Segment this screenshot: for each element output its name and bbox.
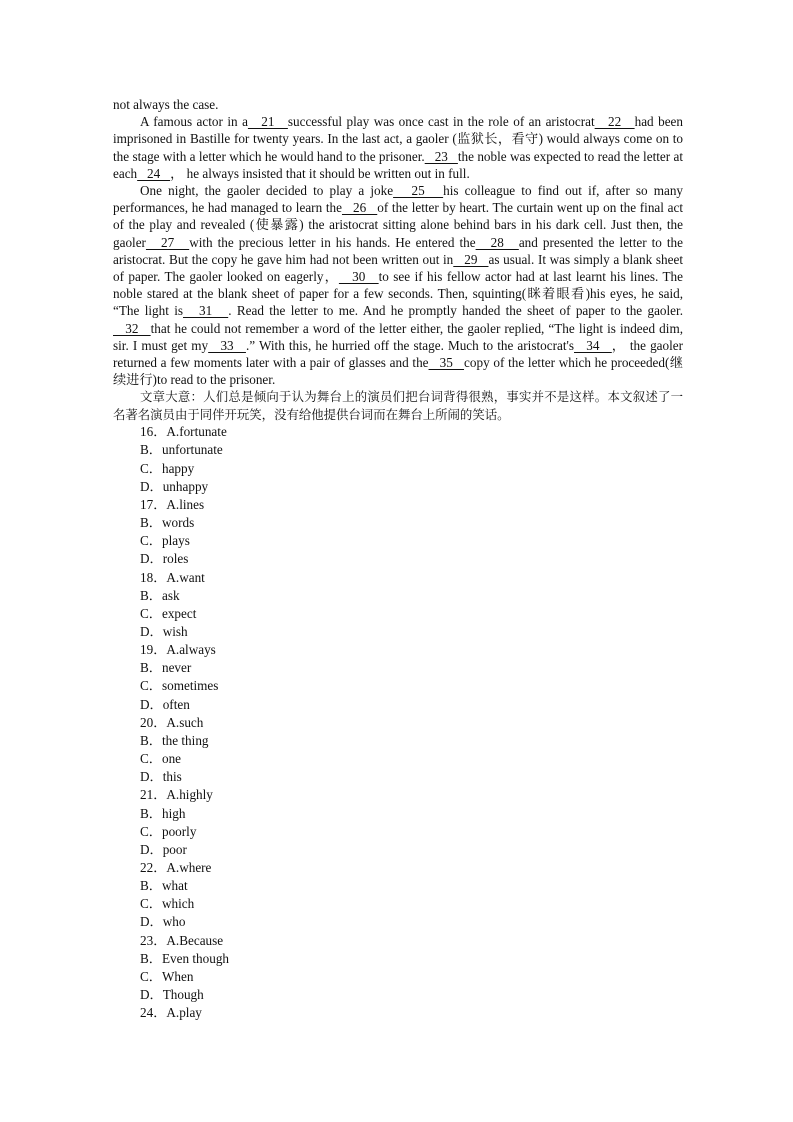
- option-line: 22．A.where: [140, 860, 212, 876]
- passage-text: to see if his fellow actor had at last learnt his lines. The noble stared at the blank sheet of paper for a few seconds. Then, squinting(眯着眼看)his eyes, he said, “The light is: [113, 269, 684, 319]
- passage-text: as usual. It was simply a blank sheet of paper. The gaoler looked on eagerly，: [113, 251, 683, 285]
- passage-text: that he could not remember a word of the letter either, the gaoler replied, “The light is indeed dim, sir. I must get my: [113, 320, 683, 353]
- option-line: D．this: [140, 769, 182, 785]
- option-line: B．what: [140, 878, 188, 894]
- passage-text: the noble was expected to read the letter at each: [113, 148, 683, 181]
- passage-text: One night, the gaoler decided to play a joke: [140, 183, 394, 199]
- passage-text: A famous actor in a: [140, 114, 248, 130]
- option-line: D．often: [140, 696, 190, 712]
- option-line: C．When: [140, 968, 194, 984]
- passage-text: .” With this, he hurried off the stage. Much to the aristocrat's: [245, 337, 574, 353]
- option-line: B．never: [140, 660, 192, 676]
- option-line: B．ask: [140, 587, 180, 603]
- blank-27: 27: [145, 234, 190, 250]
- option-line: B．words: [140, 515, 195, 531]
- option-line: 24．A.play: [140, 1005, 202, 1021]
- blank-35: 35: [428, 355, 465, 371]
- option-line: C．expect: [140, 605, 197, 621]
- option-line: C．which: [140, 896, 195, 912]
- blank-25: 25: [393, 183, 444, 199]
- option-line: C．sometimes: [140, 678, 219, 694]
- option-line: C．happy: [140, 460, 195, 476]
- blank-23: 23: [424, 148, 458, 164]
- option-line: 16．A.fortunate: [140, 424, 227, 440]
- option-line: B．unfortunate: [140, 442, 223, 458]
- option-line: D．roles: [140, 551, 189, 567]
- blank-21: 21: [247, 114, 288, 130]
- option-line: 19．A.always: [140, 642, 216, 658]
- article-summary: 文章大意：人们总是倾向于认为舞台上的演员们把台词背得很熟，事实并不是这样。本文叙述了一名著名演员由于同伴开玩笑，没有给他提供台词而在舞台上所闹的笑话。: [113, 389, 683, 422]
- blank-33: 33: [208, 337, 246, 353]
- option-line: 17．A.lines: [140, 496, 205, 512]
- passage-paragraph-0: [113, 96, 683, 113]
- passage-text: ， he always insisted that it should be written out in full.: [170, 165, 470, 181]
- option-line: 18．A.want: [140, 569, 205, 585]
- option-line: B．the thing: [140, 732, 209, 748]
- passage-text: and presented the letter to the aristocrat. But the copy he gave him had not been written out in: [113, 234, 684, 267]
- passage-text: had been imprisoned in Bastille for twenty years. In the last act, a gaoler (监狱长，看守) would always come on to the stage with a letter which he would hand to the prisoner.: [113, 114, 684, 164]
- blank-32: 32: [113, 320, 151, 336]
- blank-22: 22: [594, 114, 635, 130]
- passage-text: with the precious letter in his hands. He entered the: [189, 234, 476, 250]
- blank-26: 26: [341, 200, 378, 216]
- option-line: D．wish: [140, 623, 188, 639]
- blank-30: 30: [338, 269, 379, 285]
- blank-24: 24: [137, 165, 171, 181]
- passage-paragraph-2: [113, 182, 683, 388]
- passage-text: of the letter by heart. The curtain went up on the final act of the play and revealed (使暴露) the aristocrat sitting alone behind bars in his dark cell. Just then, the gaoler: [113, 200, 683, 250]
- option-line: D．who: [140, 914, 186, 930]
- option-line: C．poorly: [140, 823, 197, 839]
- option-line: D．unhappy: [140, 478, 209, 494]
- option-line: C．one: [140, 751, 182, 767]
- passage-text: . Read the letter to me. And he promptly handed the sheet of paper to the gaoler.: [228, 303, 683, 319]
- option-line: D．Though: [140, 987, 204, 1003]
- passage: [113, 96, 683, 388]
- passage-text: not always the case.: [113, 97, 219, 112]
- option-line: D．poor: [140, 841, 187, 857]
- option-line: 23．A.Because: [140, 932, 224, 948]
- passage-text: his colleague to find out if, after so many performances, he had managed to learn the: [113, 183, 684, 216]
- blank-31: 31: [183, 303, 229, 319]
- option-line: 21．A.highly: [140, 787, 213, 803]
- option-line: B．high: [140, 805, 186, 821]
- option-line: B．Even though: [140, 950, 230, 966]
- passage-text: ， the gaoler returned a few moments later with a pair of glasses and the: [113, 337, 684, 371]
- option-line: 20．A.such: [140, 714, 204, 730]
- blank-34: 34: [574, 337, 612, 353]
- document-page: [113, 96, 683, 1022]
- passage-paragraph-1: [113, 113, 683, 182]
- blank-29: 29: [453, 251, 489, 267]
- option-line: C．plays: [140, 533, 190, 549]
- blank-28: 28: [475, 234, 519, 250]
- question-options-list: [113, 423, 683, 1022]
- passage-text: successful play was once cast in the role of an aristocrat: [287, 114, 595, 130]
- passage-text: copy of the letter which he proceeded(继续进行)to read to the prisoner.: [113, 355, 684, 388]
